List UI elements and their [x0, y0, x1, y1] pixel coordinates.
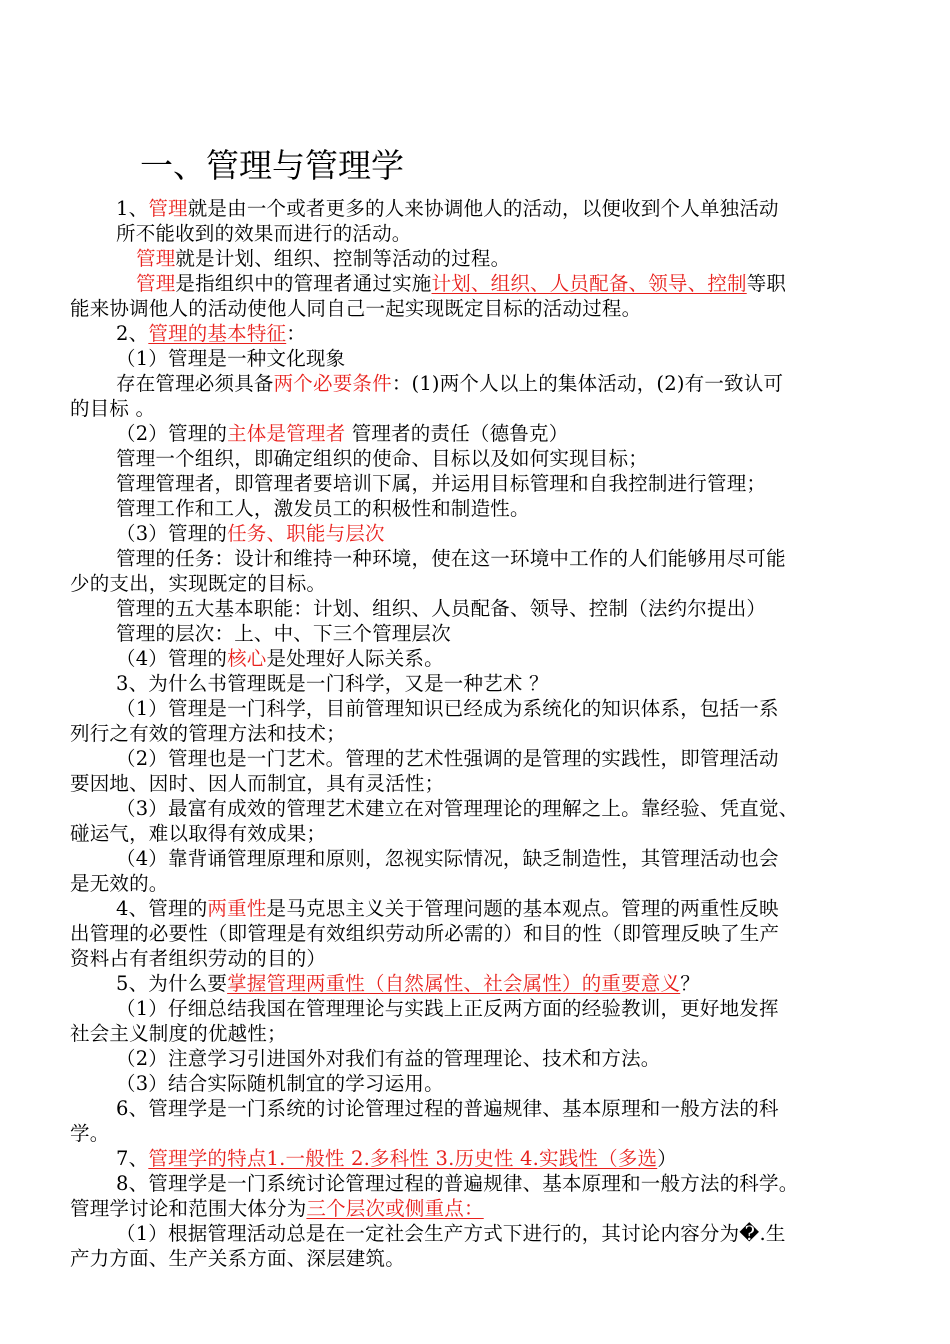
text-line — [116, 746, 779, 771]
text-line — [116, 521, 385, 546]
text-run: （4）管理的 — [116, 647, 228, 670]
text-line — [116, 546, 786, 571]
highlighted-term: 计划、组织、人员配备、领导、控制 — [431, 272, 747, 295]
text-run: ：(1)两个人以上的集体活动，(2)有一致认可 — [391, 372, 784, 395]
highlighted-term: 任务、职能与层次 — [227, 522, 385, 545]
text-line — [70, 1121, 109, 1146]
text-run: （2）注意学习引进国外对我们有益的管理理论、技术和方法。 — [116, 1047, 661, 1070]
text-run: 7、 — [116, 1147, 149, 1170]
text-run: （1）管理是一门科学，目前管理知识已经成为系统化的知识体系，包括一系 — [116, 697, 779, 720]
text-run: （3）结合实际随机制宜的学习运用。 — [116, 1072, 444, 1095]
text-run: 资料占有者组织劳动的目的） — [70, 947, 327, 970]
highlighted-term: 两个必要条件 — [273, 372, 392, 395]
text-run: 6、管理学是一门系统的讨论管理过程的普遍规律、基本原理和一般方法的科 — [116, 1097, 779, 1120]
text-run: 就是计划、组织、控制等活动的过程。 — [175, 247, 511, 270]
text-line — [116, 596, 766, 621]
text-line — [116, 371, 783, 396]
text-line — [116, 846, 779, 871]
text-line — [116, 621, 451, 646]
text-line — [116, 446, 648, 471]
text-line — [116, 321, 306, 346]
text-run: 就是由一个或者更多的人来协调他人的活动，以便收到个人单独活动 — [187, 197, 779, 220]
highlighted-term: 三个层次或侧重点： — [306, 1197, 484, 1220]
highlighted-term: 管理学的特点1.一般性 2.多科性 3.历史性 4.实践性（多选 — [148, 1147, 658, 1170]
text-line — [70, 296, 641, 321]
text-run: （3）最富有成效的管理艺术建立在对管理理论的理解之上。靠经验、凭直觉、 — [116, 797, 799, 820]
text-run: 4、管理的 — [116, 897, 208, 920]
text-run: ： — [286, 322, 306, 345]
text-run: 碰运气，难以取得有效成果； — [70, 822, 327, 845]
text-run: （3）管理的 — [116, 522, 228, 545]
text-line — [70, 1246, 405, 1271]
text-run: 存在管理必须具备 — [116, 372, 274, 395]
text-run: ？ — [680, 972, 700, 995]
text-line — [116, 796, 798, 821]
text-run: 所不能收到的效果而进行的活动。 — [116, 222, 412, 245]
text-run: 是处理好人际关系。 — [266, 647, 444, 670]
text-run: 产力方面、生产关系方面、深层建筑。 — [70, 1247, 405, 1270]
highlighted-term: 管理 — [148, 197, 188, 220]
text-line — [116, 1171, 798, 1196]
text-run: 是无效的。 — [70, 872, 169, 895]
text-run: 学。 — [70, 1122, 110, 1145]
text-run: 是马克思主义关于管理问题的基本观点。管理的两重性反映 — [266, 897, 779, 920]
text-run: 要因地、因时、因人而制宜，具有灵活性； — [70, 772, 445, 795]
text-line — [70, 571, 326, 596]
text-run: （2）管理也是一门艺术。管理的艺术性强调的是管理的实践性，即管理活动 — [116, 747, 779, 770]
text-line — [70, 946, 326, 971]
text-line — [116, 1046, 661, 1071]
text-line — [116, 196, 779, 221]
text-run: 管理学讨论和范围大体分为 — [70, 1197, 307, 1220]
text-run: （4）靠背诵管理原理和原则，忽视实际情况，缺乏制造性，其管理活动也会 — [116, 847, 779, 870]
text-run: 5、为什么要 — [116, 972, 228, 995]
text-line — [116, 896, 779, 921]
text-line — [116, 1221, 786, 1246]
highlighted-term: 管理 — [136, 272, 176, 295]
text-line — [116, 421, 568, 446]
text-line — [70, 1196, 484, 1221]
text-run: 的目标 。 — [70, 397, 156, 420]
page-title: 一、管理与管理学 — [140, 146, 404, 185]
text-line — [116, 471, 766, 496]
text-line — [70, 721, 346, 746]
text-run: （1）管理是一种文化现象 — [116, 347, 346, 370]
highlighted-term: 管理的基本特征 — [148, 322, 287, 345]
highlighted-term: 主体是管理者 — [227, 422, 346, 445]
text-run: 管理者的责任（德鲁克） — [345, 422, 569, 445]
text-run: 少的支出，实现既定的目标。 — [70, 572, 327, 595]
text-line — [70, 871, 169, 896]
text-run: 管理的任务：设计和维持一种环境，使在这一环境中工作的人们能够用尽可能 — [116, 547, 786, 570]
text-line — [116, 1146, 677, 1171]
text-run: 管理工作和工人，激发员工的积极性和制造性。 — [116, 497, 530, 520]
text-run: 8、管理学是一门系统讨论管理过程的普遍规律、基本原理和一般方法的科学。 — [116, 1172, 799, 1195]
text-line — [116, 971, 700, 996]
text-line — [70, 1021, 287, 1046]
text-line — [70, 921, 779, 946]
text-run: 管理的层次：上、中、下三个管理层次 — [116, 622, 451, 645]
text-line — [116, 671, 549, 696]
text-run: 管理一个组织，即确定组织的使命、目标以及如何实现目标； — [116, 447, 648, 470]
text-line — [116, 346, 345, 371]
text-run: 是指组织中的管理者通过实施 — [175, 272, 432, 295]
highlighted-term: 管理 — [136, 247, 176, 270]
text-run: （1）根据管理活动总是在一定社会生产方式下进行的，其讨论内容分为�.生 — [116, 1222, 786, 1245]
text-run: 1、 — [116, 197, 149, 220]
text-line — [70, 821, 326, 846]
text-run: 等职 — [746, 272, 787, 295]
text-run: （2）管理的 — [116, 422, 228, 445]
text-line — [70, 771, 444, 796]
highlighted-term: 两重性 — [207, 897, 267, 920]
text-run: 能来协调他人的活动使他人同自己一起实现既定目标的活动过程。 — [70, 297, 642, 320]
text-line — [136, 246, 510, 271]
text-line — [70, 396, 155, 421]
text-run: 2、 — [116, 322, 149, 345]
text-line — [116, 696, 779, 721]
text-run: 出管理的必要性（即管理是有效组织劳动所必需的）和目的性（即管理反映了生产 — [70, 922, 780, 945]
text-run: 列行之有效的管理方法和技术； — [70, 722, 346, 745]
text-line — [116, 221, 412, 246]
text-line — [116, 646, 444, 671]
text-run: 管理管理者，即管理者要培训下属，并运用目标管理和自我控制进行管理； — [116, 472, 767, 495]
text-run: 管理的五大基本职能：计划、组织、人员配备、领导、控制（法约尔提出） — [116, 597, 767, 620]
text-run: 3、为什么书管理既是一门科学，又是一种艺术 ？ — [116, 672, 549, 695]
highlighted-term: 掌握管理两重性（自然属性、社会属性）的重要意义 — [227, 972, 681, 995]
text-line — [116, 496, 530, 521]
text-line — [136, 271, 786, 296]
text-line — [116, 1071, 444, 1096]
text-run: （1）仔细总结我国在管理理论与实践上正反两方面的经验教训，更好地发挥 — [116, 997, 779, 1020]
text-line — [116, 996, 779, 1021]
text-run: ） — [657, 1147, 677, 1170]
highlighted-term: 核心 — [227, 647, 267, 670]
text-line — [116, 1096, 779, 1121]
text-run: 社会主义制度的优越性； — [70, 1022, 287, 1045]
